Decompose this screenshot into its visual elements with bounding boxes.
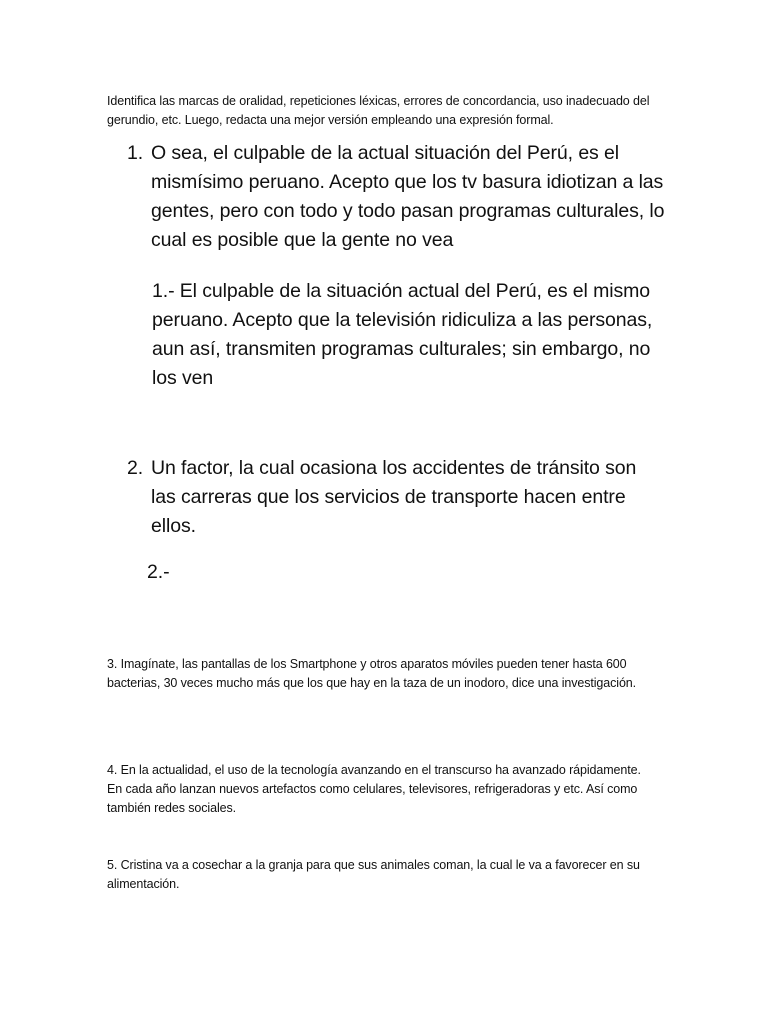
answer-2-text: 2.- xyxy=(147,561,170,583)
item-2-text: Un factor, la cual ocasiona los accidentes de tránsito son las carreras que los servicios de transporte hacen entre ellos. xyxy=(151,457,637,537)
instructions-paragraph: Identifica las marcas de oralidad, repeticiones léxicas, errores de concordancia, uso inadecuado del gerundio, etc. Luego, redacta una mejor versión empleando una expresión formal. xyxy=(107,94,650,127)
answer-1-text: 1.- El culpable de la situación actual del Perú, es el mismo peruano. Acepto que la televisión ridiculiza a las personas, aun así, transmiten programas culturales; sin embargo, no los ven xyxy=(152,280,653,389)
item-1-number: 1. xyxy=(127,142,144,164)
exercise-item-3: 3. Imagínate, las pantallas de los Smartphone y otros aparatos móviles pueden tener hasta 600 bacterias, 30 veces mucho más que los que hay en la taza de un inodoro, dice una investigación. xyxy=(107,657,637,690)
exercise-item-4: 4. En la actualidad, el uso de la tecnología avanzando en el transcurso ha avanzado rápidamente. En cada año lanzan nuevos artefactos como celulares, televisores, refrigeradoras y etc. Así como también redes sociales. xyxy=(107,763,641,815)
exercise-item-5: 5. Cristina va a cosechar a la granja para que sus animales coman, la cual le va a favorecer en su alimentación. xyxy=(107,858,640,891)
item-2-number: 2. xyxy=(127,457,144,479)
exercise-item-2 xyxy=(127,454,667,541)
item-1-text: O sea, el culpable de la actual situación del Perú, es el mismísimo peruano. Acepto que los tv basura idiotizan a las gentes, pero con todo y todo pasan programas culturales, lo cual es posible que la gente no vea xyxy=(151,142,665,251)
exercise-item-1 xyxy=(127,139,667,255)
